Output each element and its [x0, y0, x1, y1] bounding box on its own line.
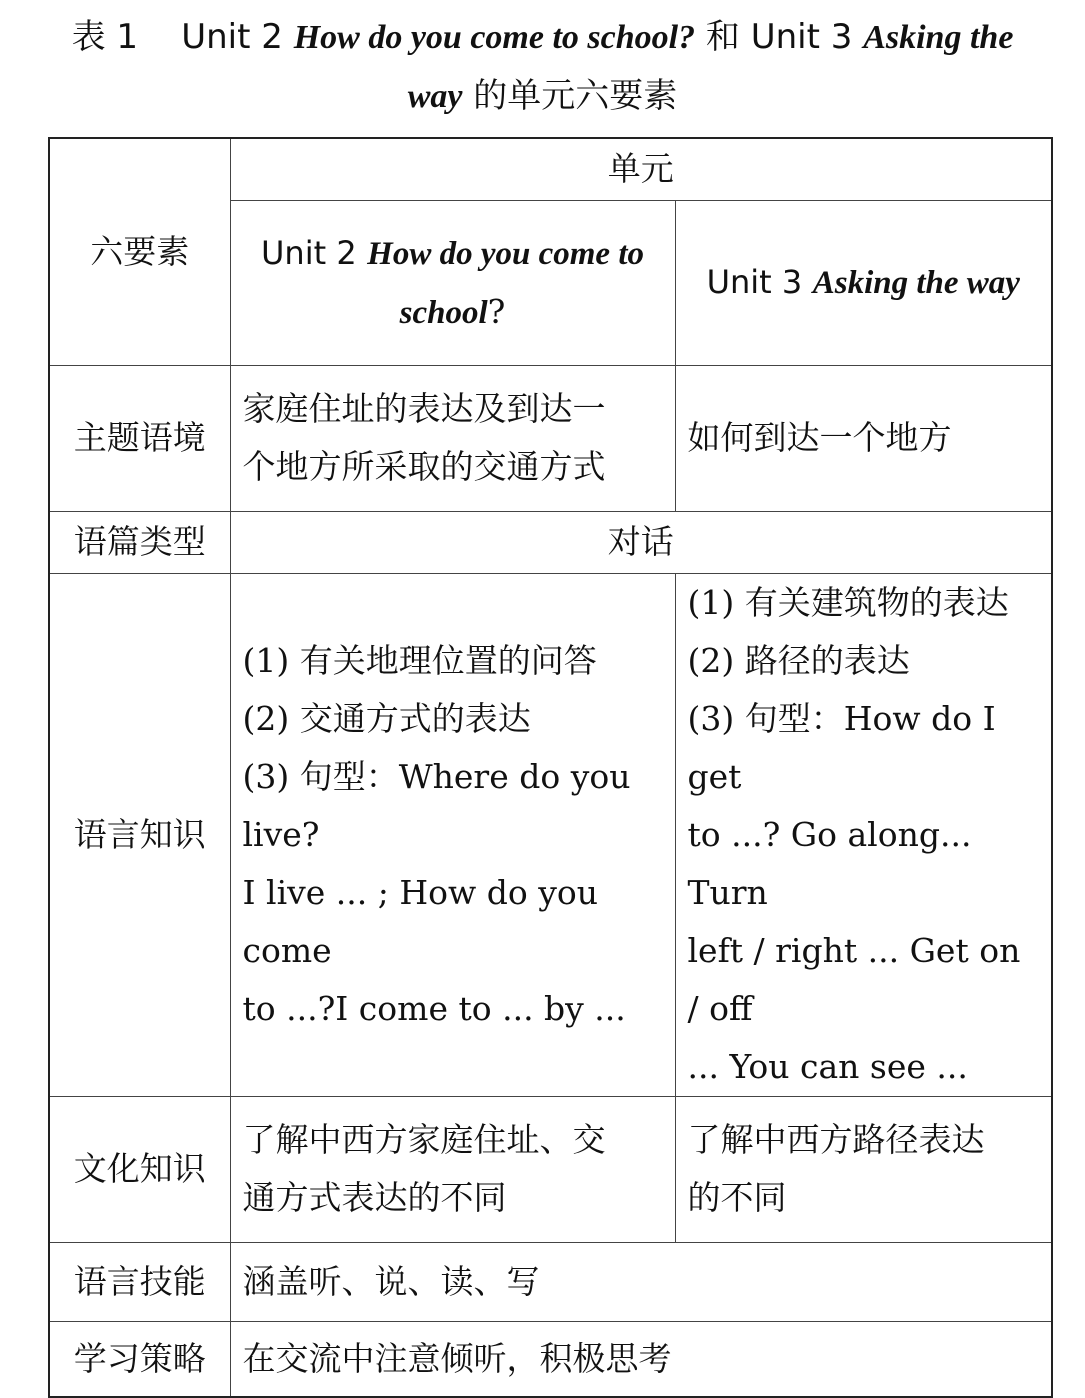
- language-skills-cell: 涵盖听、说、读、写: [230, 1242, 1052, 1321]
- cell-line: 家庭住址的表达及到达一: [242, 389, 606, 428]
- cell-line: (1) 有关地理位置的问答: [242, 640, 597, 680]
- caption-label: 表 1: [71, 17, 139, 57]
- unit3-header-title: Asking the way: [812, 265, 1020, 301]
- cell-line: (3) 句型：Where do you live?: [242, 756, 631, 854]
- cell-line: (2) 路径的表达: [687, 640, 910, 680]
- cell-line: 了解中西方路径表达: [687, 1120, 985, 1159]
- caption-line-2: [0, 67, 1085, 126]
- cell-line: 如何到达一个地方: [687, 418, 952, 457]
- cell-line: ... You can see ...: [687, 1046, 968, 1086]
- corner-cell: 六要素: [49, 138, 230, 365]
- row-label-culture-knowledge: 文化知识: [49, 1096, 230, 1242]
- unit2-header: [230, 200, 675, 365]
- caption-unit2-prefix: Unit 2: [181, 17, 283, 57]
- cell-line: (2) 交通方式的表达: [242, 698, 531, 738]
- unit2-header-title-a: How do you come to: [367, 235, 644, 272]
- caption-connector: 和: [705, 17, 740, 57]
- culture-unit2-cell: [230, 1096, 675, 1242]
- language-knowledge-unit3-cell: [675, 573, 1052, 1096]
- table-row: [49, 511, 1052, 573]
- table-row: [49, 1242, 1052, 1321]
- text-type-cell: 对话: [230, 511, 1052, 573]
- table-caption: [0, 8, 1085, 126]
- unit2-header-title-b: school: [399, 294, 488, 331]
- theme-unit3-cell: [675, 365, 1052, 511]
- cell-line: 的不同: [687, 1178, 787, 1217]
- theme-unit2-cell: [230, 365, 675, 511]
- unit-group-header: 单元: [230, 138, 1052, 200]
- cell-line: left / right ... Get on / off: [687, 930, 1021, 1028]
- table-row: [49, 1096, 1052, 1242]
- language-knowledge-unit2-cell: [230, 573, 675, 1096]
- cell-line: to ...? Go along... Turn: [687, 814, 972, 912]
- table-row: [49, 573, 1052, 1096]
- cell-line: to ...?I come to ... by ...: [242, 988, 626, 1028]
- cell-line: (3) 句型：How do I get: [687, 698, 996, 796]
- caption-line-1: [0, 8, 1085, 67]
- unit2-header-title-end: ?: [487, 291, 506, 331]
- caption-unit3-title-b: way: [407, 78, 463, 115]
- unit2-header-prefix: Unit 2: [261, 233, 357, 272]
- cell-line: (1) 有关建筑物的表达: [687, 582, 1009, 622]
- row-label-learning-strategy: 学习策略: [49, 1321, 230, 1397]
- caption-unit3-title-a: Asking the: [863, 19, 1014, 56]
- learning-strategy-cell: 在交流中注意倾听，积极思考: [230, 1321, 1052, 1397]
- cell-line: I live ... ; How do you come: [242, 872, 598, 970]
- caption-unit3-prefix: Unit 3: [750, 17, 853, 57]
- row-label-theme: 主题语境: [49, 365, 230, 511]
- cell-line: 个地方所采取的交通方式: [242, 447, 606, 486]
- cell-line: 通方式表达的不同: [242, 1178, 507, 1217]
- table-row: [49, 138, 1052, 200]
- culture-unit3-cell: [675, 1096, 1052, 1242]
- caption-suffix: 的单元六要素: [473, 76, 678, 116]
- table-row: [49, 1321, 1052, 1397]
- row-label-text-type: 语篇类型: [49, 511, 230, 573]
- unit3-header-prefix: Unit 3: [706, 263, 803, 301]
- row-label-language-skills: 语言技能: [49, 1242, 230, 1321]
- cell-line: 了解中西方家庭住址、交: [242, 1120, 606, 1159]
- unit3-header: [675, 200, 1052, 365]
- caption-unit2-title: How do you come to school?: [293, 19, 696, 56]
- table-row: [49, 365, 1052, 511]
- row-label-language-knowledge: 语言知识: [49, 573, 230, 1096]
- six-elements-table: [48, 137, 1053, 1398]
